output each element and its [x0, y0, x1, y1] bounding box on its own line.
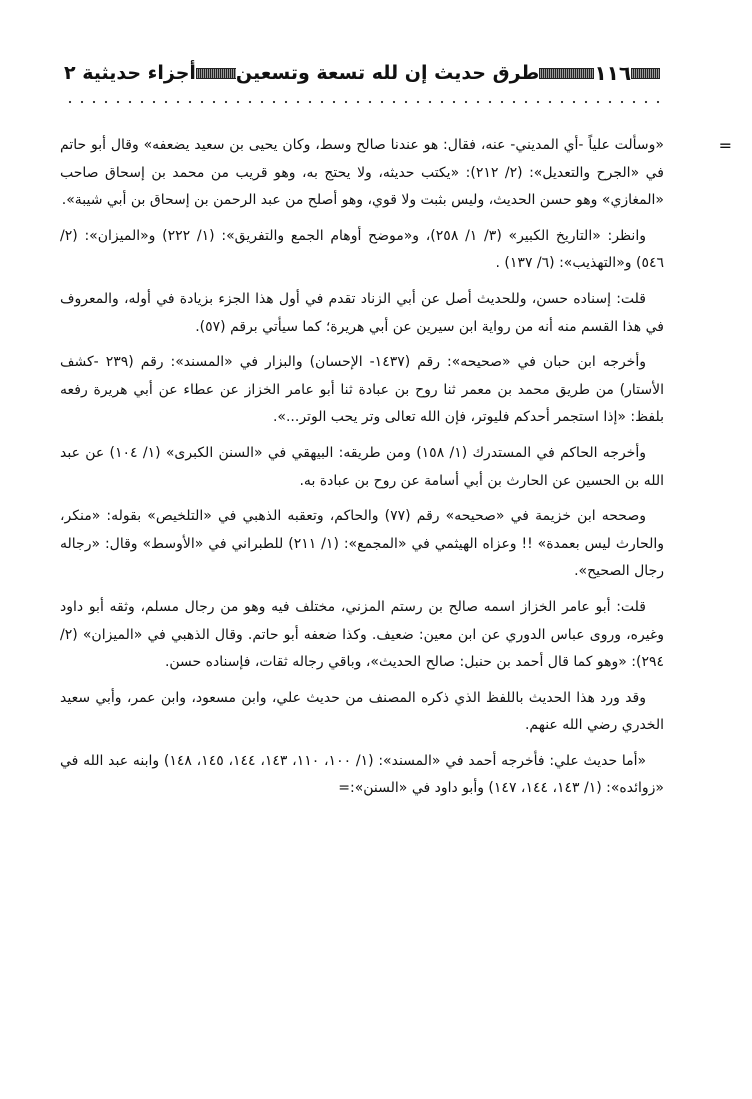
- paragraph: قلت: أبو عامر الخزاز اسمه صالح بن رستم المزني، مختلف فيه وهو من رجال مسلم، وثقه أبو داود وغيره، وروى عباس الدوري عن ابن معين: ضعيف. وكذا ضعفه أبو حاتم. وقال الذهبي في «الميزان» (٢/ ٢٩٤): «وهو كما قال أحمد بن حنبل: صالح الحديث»، وباقي رجاله ثقات، فإسناده حسن.: [60, 598, 664, 671]
- page-number: ١١٦: [594, 61, 632, 85]
- book-title: أجزاء حديثية ٢: [64, 62, 196, 84]
- main-text: [60, 132, 664, 811]
- paragraph: قلت: إسناده حسن، وللحديث أصل عن أبي الزناد تقدم في أول هذا الجزء بزيادة في أوله، والمعروف في هذا القسم منه أنه من رواية ابن سيرين عن أبي هريرة؛ كما سيأتي برقم (٥٧).: [60, 290, 664, 335]
- paragraph: وأخرجه ابن حبان في «صحيحه»: رقم (١٤٣٧- الإحسان) والبزار في «المسند»: رقم (٢٣٩ -كشف الأستار) من طريق محمد بن معمر ثنا روح بن عبادة ثنا أبو عامر الخزاز عن عطاء عن أبي هريرة رفعه بلفظ: «إذا استجمر أحدكم فليوتر، فإن الله تعالى وتر يحب الوتر...».: [60, 354, 664, 426]
- paragraph: «وسألت علياً -أي المديني- عنه، فقال: هو عندنا صالح وسط، وكان يحيى بن سعيد يضعفه» وقال أبو حاتم في «الجرح والتعديل»: (٢/ ٢١٢): «يكتب حديثه، ولا يحتج به، وهو قريب من محمد بن إسحاق صاحب «المغازي» وهو حسن الحديث، وليس بثبت ولا قوي، وهو أصلح من عبد الرحمن بن إسحاق بن أبي شيبة».: [60, 137, 664, 209]
- paragraph: وانظر: «التاريخ الكبير» (٣/ ١/ ٢٥٨)، و«موضح أوهام الجمع والتفريق»: (١/ ٢٢٢) و«الميزان»: (٢/ ٥٤٦) و«التهذيب»: (٦/ ١٣٧) .: [60, 227, 664, 272]
- header-ornament-bar: [631, 68, 660, 79]
- continuation-mark: =: [718, 136, 732, 155]
- header-dotted-rule: [64, 100, 660, 104]
- running-header: [64, 56, 660, 90]
- paragraph: «أما حديث علي: فأخرجه أحمد في «المسند»: (١/ ١٠٠، ١١٠، ١٤٣، ١٤٤، ١٤٥، ١٤٨) وابنه عبد الله في «زوائده»: (١/ ١٤٣، ١٤٤، ١٤٧) وأبو داود في «السنن»:=: [60, 752, 664, 797]
- header-ornament-bar: [196, 68, 236, 79]
- section-title: طرق حديث إن لله تسعة وتسعين: [235, 62, 540, 84]
- paragraph: وقد ورد هذا الحديث باللفظ الذي ذكره المصنف من حديث علي، وابن مسعود، وابن عمر، وأبي سعيد الخدري رضي الله عنهم.: [60, 689, 664, 734]
- paragraph: وأخرجه الحاكم في المستدرك (١/ ١٥٨) ومن طريقه: البيهقي في «السنن الكبرى» (١/ ١٠٤) عن عبد الله بن الحسين عن الحارث بن أبي أسامة عن روح بن عبادة به.: [60, 444, 664, 489]
- header-ornament-bar: [539, 68, 594, 79]
- paragraph: وصححه ابن خزيمة في «صحيحه» رقم (٧٧) والحاكم، وتعقبه الذهبي في «التلخيص» بقوله: «منكر، والحارث ليس بعمدة» !! وعزاه الهيثمي في «المجمع»: (١/ ٢١١) للطبراني في «الأوسط» وقال: «رجاله رجال الصحيح».: [60, 508, 664, 580]
